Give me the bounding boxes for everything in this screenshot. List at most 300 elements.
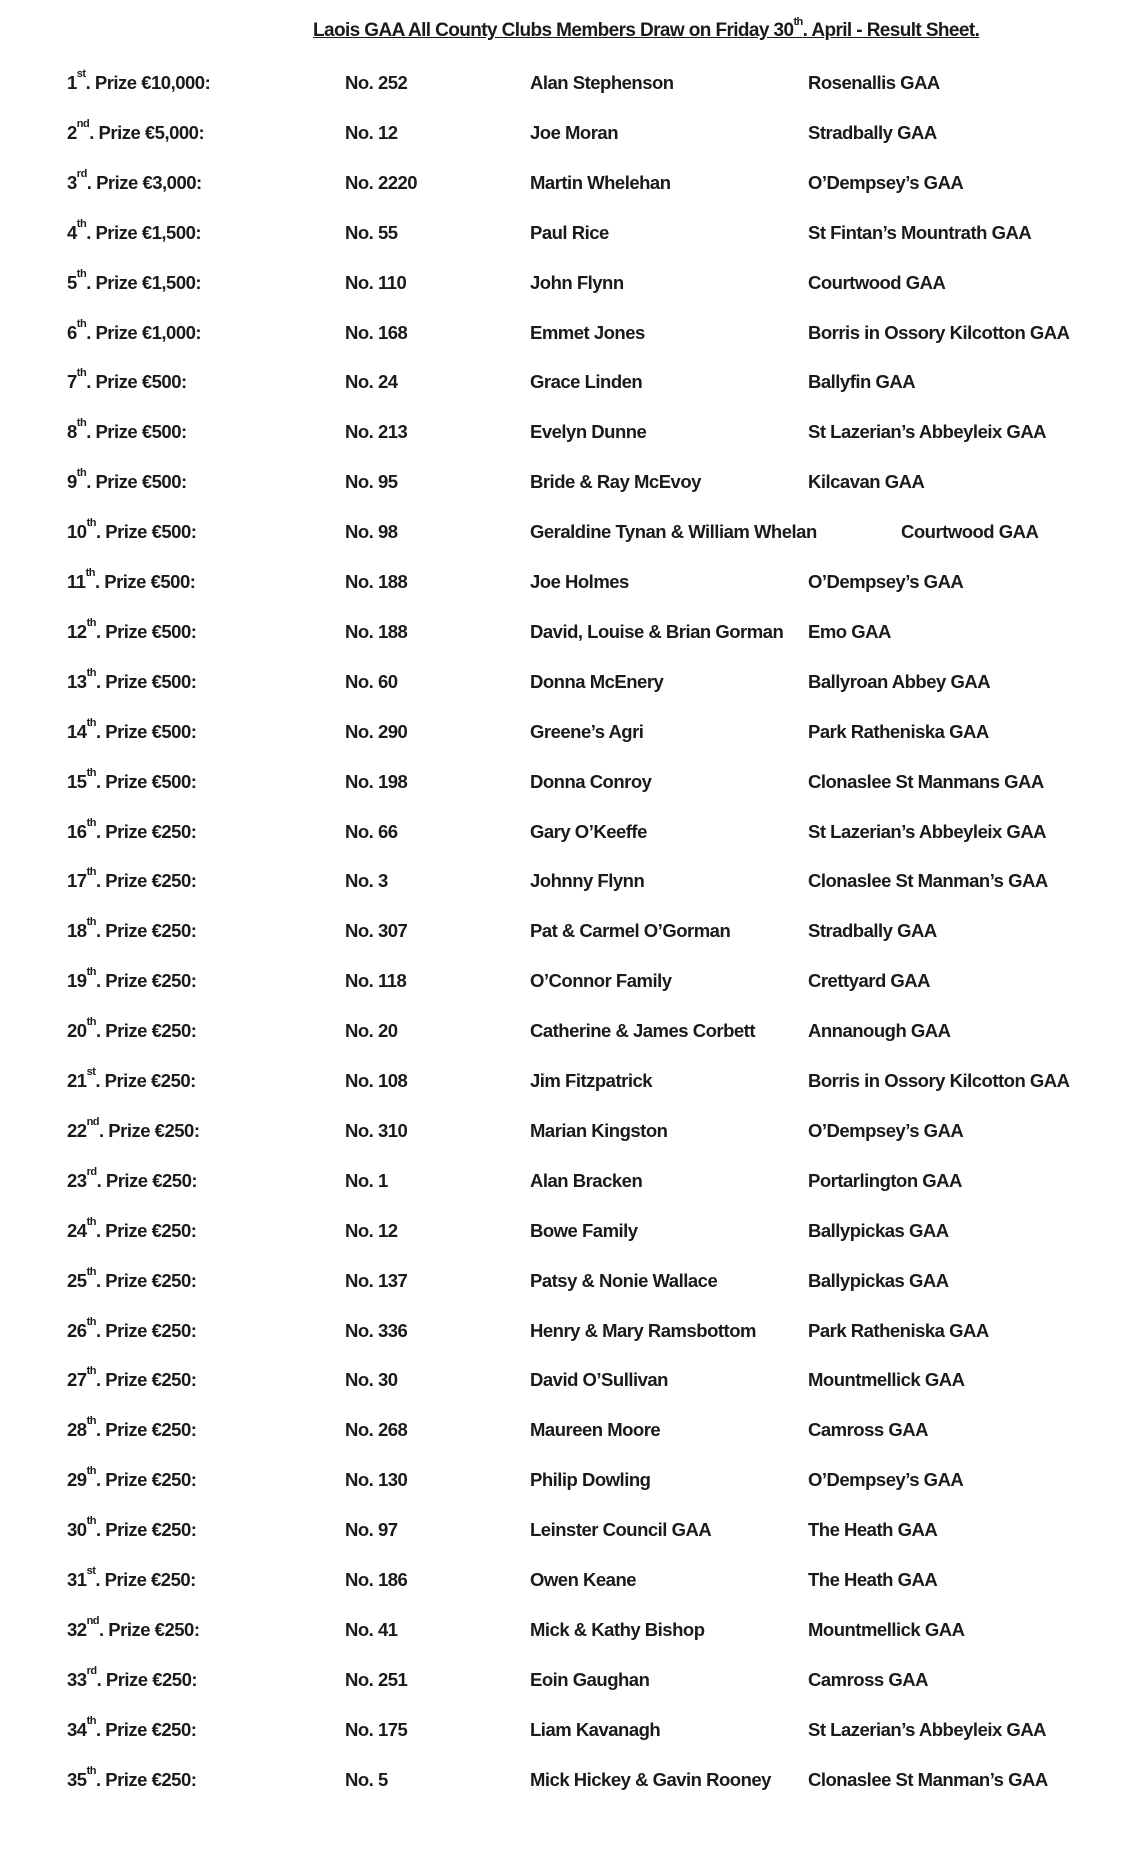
prize-label: [67, 1315, 197, 1342]
place-number: 10: [67, 521, 87, 543]
prize-label: [67, 866, 197, 892]
winner-name: Greene’s Agri: [530, 720, 644, 742]
winner-name: Mick & Kathy Bishop: [530, 1618, 705, 1640]
ticket-number: No. 198: [345, 770, 408, 792]
prize-label: [67, 117, 205, 144]
result-row: [0, 217, 1125, 252]
prize-label: [67, 1664, 198, 1691]
winner-name: Evelyn Dunne: [530, 421, 647, 443]
winner-name: Philip Dowling: [530, 1469, 651, 1491]
prize-text: . Prize €250:: [95, 1020, 197, 1042]
place-number: 18: [67, 920, 87, 942]
club-name: Annanough GAA: [808, 1020, 951, 1042]
prize-amount: €500: [141, 421, 181, 443]
prize-label: [67, 716, 197, 743]
place-suffix: th: [86, 1764, 96, 1777]
prize-amount: €250: [154, 1618, 194, 1640]
place-number: 7: [67, 371, 77, 393]
prize-label: [67, 966, 197, 992]
prize-label: [67, 1066, 196, 1092]
prize-label: [67, 167, 202, 194]
place-number: 9: [67, 471, 77, 493]
prize-amount: €250: [152, 1169, 192, 1191]
prize-amount: €1,000: [141, 321, 196, 343]
club-name: Stradbally GAA: [808, 920, 937, 942]
place-suffix: th: [86, 666, 96, 679]
result-row: [0, 167, 1125, 202]
prize-text: . Prize €500:: [95, 770, 197, 792]
ticket-number: No. 1: [345, 1169, 388, 1191]
place-number: 29: [67, 1469, 87, 1491]
result-row: [0, 766, 1125, 801]
result-row: [0, 1215, 1125, 1250]
winner-name: Eoin Gaughan: [530, 1668, 650, 1690]
prize-amount: €5,000: [144, 121, 199, 143]
place-number: 3: [67, 171, 77, 193]
result-row: [0, 1016, 1125, 1050]
prize-label: [67, 1465, 197, 1491]
winner-name: David O’Sullivan: [530, 1369, 668, 1391]
place-suffix: th: [86, 866, 96, 879]
place-suffix: nd: [86, 1614, 100, 1627]
result-row: [0, 716, 1125, 751]
place-number: 21: [67, 1070, 87, 1091]
winner-name: Donna McEnery: [530, 670, 664, 692]
result-row: [0, 1764, 1125, 1799]
result-row: [0, 467, 1125, 501]
prize-amount: €250: [151, 1569, 191, 1590]
winner-name: Henry & Mary Ramsbottom: [530, 1319, 756, 1341]
winner-name: Owen Keane: [530, 1569, 637, 1590]
place-suffix: th: [76, 267, 87, 280]
prize-amount: €250: [151, 1419, 191, 1441]
place-number: 33: [67, 1668, 87, 1690]
ticket-number: No. 95: [345, 471, 398, 493]
ticket-number: No. 307: [345, 920, 408, 942]
winner-name: Grace Linden: [530, 371, 643, 393]
prize-amount: €500: [151, 620, 191, 642]
winner-name: Joe Holmes: [530, 571, 629, 592]
club-name: St Lazerian’s Abbeyleix GAA: [808, 421, 1047, 443]
result-row: [0, 517, 1125, 551]
place-suffix: th: [86, 1265, 96, 1278]
prize-label: [67, 517, 197, 543]
result-row: [0, 1614, 1125, 1649]
club-name: Clonaslee St Manman’s GAA: [808, 1768, 1048, 1790]
place-number: 12: [67, 620, 87, 642]
result-row: [0, 68, 1125, 102]
place-number: 17: [67, 870, 87, 892]
ticket-number: No. 108: [345, 1070, 408, 1091]
ticket-number: No. 188: [345, 571, 408, 592]
place-suffix: st: [76, 68, 86, 80]
prize-text: . Prize €250:: [95, 970, 197, 992]
prize-amount: €500: [151, 770, 191, 792]
club-name: Borris in Ossory Kilcotton GAA: [808, 321, 1070, 343]
prize-label: [67, 267, 202, 294]
place-suffix: rd: [86, 1664, 97, 1677]
winner-name: Liam Kavanagh: [530, 1718, 661, 1740]
prize-label: [67, 1714, 197, 1741]
club-name: Stradbally GAA: [808, 121, 937, 143]
ticket-number: No. 60: [345, 670, 398, 692]
prize-amount: €250: [151, 1718, 191, 1740]
place-number: 30: [67, 1519, 87, 1541]
prize-text: . Prize €10,000:: [85, 72, 211, 93]
prize-amount: €250: [151, 1070, 191, 1091]
place-number: 23: [67, 1169, 87, 1191]
prize-text: . Prize €250:: [95, 820, 197, 842]
result-row: [0, 567, 1125, 601]
prize-amount: €500: [151, 670, 191, 692]
prize-label: [67, 1165, 198, 1192]
club-name: Ballypickas GAA: [808, 1219, 949, 1241]
result-row: [0, 417, 1125, 451]
club-name: Clonaslee St Manmans GAA: [808, 770, 1044, 792]
ticket-number: No. 12: [345, 121, 398, 143]
prize-label: [67, 666, 197, 693]
place-number: 5: [67, 271, 77, 293]
club-name: Mountmellick GAA: [808, 1369, 965, 1391]
place-suffix: th: [86, 1714, 96, 1727]
winner-name: Bride & Ray McEvoy: [530, 471, 701, 493]
prize-text: . Prize €5,000:: [89, 121, 205, 143]
prize-amount: €250: [151, 1020, 191, 1042]
result-row: [0, 1365, 1125, 1399]
place-suffix: nd: [86, 1115, 100, 1128]
place-number: 14: [67, 720, 87, 742]
prize-amount: €10,000: [141, 72, 205, 93]
club-name: Borris in Ossory Kilcotton GAA: [808, 1070, 1070, 1091]
place-number: 13: [67, 670, 87, 692]
ticket-number: No. 5: [345, 1768, 388, 1790]
prize-text: . Prize €250:: [96, 1668, 198, 1690]
prize-label: [67, 616, 197, 643]
prize-label: [67, 68, 211, 94]
winner-name: Mick Hickey & Gavin Rooney: [530, 1768, 771, 1790]
winner-name: Martin Whelehan: [530, 171, 671, 193]
prize-amount: €250: [151, 1319, 191, 1341]
prize-text: . Prize €250:: [95, 1768, 197, 1790]
ticket-number: No. 66: [345, 820, 398, 842]
prize-text: . Prize €250:: [95, 1519, 197, 1541]
place-suffix: th: [76, 367, 87, 380]
prize-label: [67, 417, 187, 443]
club-name: Crettyard GAA: [808, 970, 930, 992]
club-name: Courtwood GAA: [901, 521, 1039, 543]
prize-text: . Prize €250:: [95, 1419, 197, 1441]
prize-text: . Prize €500:: [95, 521, 197, 543]
prize-label: [67, 916, 197, 942]
prize-text: . Prize €3,000:: [86, 171, 202, 193]
place-number: 6: [67, 321, 77, 343]
ticket-number: No. 30: [345, 1369, 398, 1391]
prize-text: . Prize €250:: [95, 870, 197, 892]
prize-text: . Prize €500:: [86, 371, 187, 393]
place-number: 4: [67, 221, 77, 243]
ticket-number: No. 336: [345, 1319, 408, 1341]
prize-amount: €500: [151, 521, 191, 543]
winner-name: Alan Stephenson: [530, 72, 674, 93]
ticket-number: No. 12: [345, 1219, 398, 1241]
winner-name: Johnny Flynn: [530, 870, 645, 892]
prize-label: [67, 217, 202, 244]
prize-amount: €250: [151, 1519, 191, 1541]
prize-text: . Prize €250:: [95, 920, 197, 942]
place-suffix: rd: [86, 1165, 97, 1178]
result-row: [0, 1066, 1125, 1100]
ticket-number: No. 130: [345, 1469, 408, 1491]
title-text: Laois GAA All County Clubs Members Draw on Friday 30: [313, 20, 794, 41]
prize-amount: €250: [151, 970, 191, 992]
prize-amount: €250: [151, 1369, 191, 1391]
winner-name: John Flynn: [530, 271, 624, 293]
club-name: O’Dempsey’s GAA: [808, 571, 964, 592]
ticket-number: No. 175: [345, 1718, 408, 1740]
result-row: [0, 267, 1125, 302]
place-number: 16: [67, 820, 87, 842]
place-number: 22: [67, 1119, 87, 1141]
prize-text: . Prize €500:: [95, 720, 197, 742]
place-number: 24: [67, 1219, 87, 1241]
prize-amount: €500: [141, 371, 181, 393]
winner-name: O’Connor Family: [530, 970, 672, 992]
place-suffix: nd: [76, 117, 90, 130]
result-row: [0, 317, 1125, 352]
result-row: [0, 1664, 1125, 1699]
winner-name: Bowe Family: [530, 1219, 638, 1241]
winner-name: Leinster Council GAA: [530, 1519, 712, 1541]
prize-label: [67, 816, 197, 843]
place-suffix: rd: [76, 167, 87, 180]
prize-text: . Prize €250:: [99, 1618, 200, 1640]
prize-text: . Prize €1,500:: [86, 221, 202, 243]
place-number: 11: [67, 571, 86, 592]
place-number: 26: [67, 1319, 87, 1341]
result-row: [0, 117, 1125, 152]
winner-name: Donna Conroy: [530, 770, 652, 792]
place-suffix: th: [86, 816, 96, 829]
prize-label: [67, 1115, 200, 1142]
prize-text: . Prize €1,500:: [86, 271, 202, 293]
place-number: 31: [67, 1569, 87, 1590]
prize-text: . Prize €250:: [95, 1269, 197, 1291]
club-name: Mountmellick GAA: [808, 1618, 965, 1640]
place-number: 27: [67, 1369, 87, 1391]
page-title: [313, 16, 980, 42]
prize-text: . Prize €250:: [95, 1569, 196, 1590]
ticket-number: No. 268: [345, 1419, 408, 1441]
place-suffix: st: [86, 1565, 96, 1577]
club-name: Ballyroan Abbey GAA: [808, 670, 991, 692]
ticket-number: No. 55: [345, 221, 398, 243]
prize-label: [67, 1764, 197, 1791]
prize-label: [67, 1365, 197, 1391]
club-name: The Heath GAA: [808, 1569, 938, 1590]
ticket-number: No. 252: [345, 72, 408, 93]
winner-name: Paul Rice: [530, 221, 609, 243]
prize-amount: €250: [151, 920, 191, 942]
club-name: St Lazerian’s Abbeyleix GAA: [808, 1718, 1047, 1740]
place-suffix: th: [76, 217, 87, 230]
ticket-number: No. 186: [345, 1569, 408, 1590]
prize-amount: €1,500: [141, 221, 196, 243]
result-row: [0, 1265, 1125, 1300]
prize-amount: €1,500: [141, 271, 196, 293]
club-name: The Heath GAA: [808, 1519, 938, 1541]
prize-label: [67, 1016, 197, 1042]
ticket-number: No. 168: [345, 321, 408, 343]
club-name: Rosenallis GAA: [808, 72, 940, 93]
place-suffix: th: [76, 417, 87, 430]
winner-name: Patsy & Nonie Wallace: [530, 1269, 718, 1291]
ticket-number: No. 24: [345, 371, 398, 393]
place-suffix: th: [86, 1365, 96, 1378]
prize-text: . Prize €250:: [95, 1718, 197, 1740]
title-text-end: . April - Result Sheet.: [802, 20, 980, 41]
place-number: 34: [67, 1718, 87, 1740]
place-suffix: th: [86, 916, 96, 929]
prize-amount: €250: [154, 1119, 194, 1141]
winner-name: Pat & Carmel O’Gorman: [530, 920, 731, 942]
club-name: Camross GAA: [808, 1668, 928, 1690]
ticket-number: No. 2220: [345, 171, 418, 193]
result-row: [0, 1515, 1125, 1549]
club-name: Kilcavan GAA: [808, 471, 925, 493]
place-number: 32: [67, 1618, 87, 1640]
ticket-number: No. 110: [345, 271, 407, 293]
prize-label: [67, 1215, 197, 1242]
place-suffix: th: [86, 1315, 96, 1328]
result-row: [0, 1465, 1125, 1499]
prize-amount: €250: [152, 1668, 192, 1690]
winner-name: David, Louise & Brian Gorman: [530, 620, 784, 642]
ticket-number: No. 290: [345, 720, 408, 742]
prize-label: [67, 567, 196, 593]
prize-text: . Prize €250:: [95, 1469, 197, 1491]
prize-amount: €250: [151, 1768, 191, 1790]
club-name: O’Dempsey’s GAA: [808, 1469, 964, 1491]
result-row: [0, 916, 1125, 950]
place-number: 2: [67, 121, 77, 143]
prize-amount: €500: [151, 720, 191, 742]
place-suffix: th: [86, 1016, 96, 1029]
place-suffix: th: [86, 716, 96, 729]
result-row: [0, 1565, 1125, 1599]
prize-text: . Prize €250:: [95, 1319, 197, 1341]
prize-label: [67, 1565, 196, 1591]
winner-name: Alan Bracken: [530, 1169, 643, 1191]
title-superscript: th: [793, 16, 803, 28]
prize-label: [67, 467, 187, 493]
place-suffix: th: [86, 616, 96, 629]
club-name: O’Dempsey’s GAA: [808, 1119, 964, 1141]
prize-amount: €500: [150, 571, 190, 592]
prize-text: . Prize €250:: [99, 1119, 200, 1141]
club-name: Ballyfin GAA: [808, 371, 916, 393]
ticket-number: No. 98: [345, 521, 398, 543]
prize-amount: €500: [141, 471, 181, 493]
place-number: 35: [67, 1768, 87, 1790]
winner-name: Joe Moran: [530, 121, 619, 143]
prize-label: [67, 1515, 197, 1541]
ticket-number: No. 3: [345, 870, 388, 892]
prize-label: [67, 1614, 200, 1641]
prize-amount: €3,000: [142, 171, 197, 193]
ticket-number: No. 20: [345, 1020, 398, 1042]
place-number: 19: [67, 970, 87, 992]
ticket-number: No. 41: [345, 1618, 398, 1640]
place-suffix: th: [85, 567, 95, 579]
place-number: 20: [67, 1020, 87, 1042]
club-name: Camross GAA: [808, 1419, 928, 1441]
club-name: Clonaslee St Manman’s GAA: [808, 870, 1048, 892]
ticket-number: No. 97: [345, 1519, 398, 1541]
club-name: O’Dempsey’s GAA: [808, 171, 964, 193]
prize-label: [67, 1265, 197, 1292]
prize-text: . Prize €250:: [95, 1219, 197, 1241]
ticket-number: No. 188: [345, 620, 408, 642]
club-name: Park Ratheniska GAA: [808, 720, 989, 742]
club-name: Emo GAA: [808, 620, 891, 642]
prize-text: . Prize €500:: [94, 571, 196, 592]
prize-amount: €250: [151, 870, 191, 892]
prize-label: [67, 367, 187, 393]
prize-amount: €250: [151, 1219, 191, 1241]
result-row: [0, 966, 1125, 1000]
winner-name: Maureen Moore: [530, 1419, 661, 1441]
place-suffix: st: [86, 1066, 96, 1078]
prize-text: . Prize €250:: [95, 1369, 197, 1391]
club-name: Park Ratheniska GAA: [808, 1319, 989, 1341]
prize-text: . Prize €1,000:: [86, 321, 202, 343]
club-name: Ballypickas GAA: [808, 1269, 949, 1291]
place-suffix: th: [76, 317, 87, 330]
winner-name: Marian Kingston: [530, 1119, 668, 1141]
winner-name: Jim Fitzpatrick: [530, 1070, 653, 1091]
prize-label: [67, 766, 197, 793]
place-suffix: th: [86, 1215, 96, 1228]
winner-name: Geraldine Tynan & William Whelan: [530, 521, 817, 543]
place-number: 28: [67, 1419, 87, 1441]
prize-text: . Prize €500:: [95, 620, 197, 642]
place-suffix: th: [86, 1515, 96, 1528]
prize-label: [67, 317, 202, 344]
place-suffix: th: [76, 467, 87, 480]
result-row: [0, 1115, 1125, 1150]
place-suffix: th: [86, 1415, 96, 1428]
prize-text: . Prize €500:: [86, 471, 187, 493]
prize-text: . Prize €500:: [95, 670, 197, 692]
result-row: [0, 1165, 1125, 1200]
place-number: 8: [67, 421, 77, 443]
club-name: St Fintan’s Mountrath GAA: [808, 221, 1032, 243]
prize-amount: €250: [151, 820, 191, 842]
club-name: St Lazerian’s Abbeyleix GAA: [808, 820, 1047, 842]
place-number: 25: [67, 1269, 87, 1291]
winner-name: Emmet Jones: [530, 321, 645, 343]
prize-amount: €250: [151, 1469, 191, 1491]
result-row: [0, 1714, 1125, 1749]
winner-name: Gary O’Keeffe: [530, 820, 647, 842]
place-number: 1: [67, 72, 77, 93]
prize-label: [67, 1415, 197, 1441]
club-name: Portarlington GAA: [808, 1169, 962, 1191]
ticket-number: No. 137: [345, 1269, 408, 1291]
winner-name: Catherine & James Corbett: [530, 1020, 755, 1042]
ticket-number: No. 310: [345, 1119, 408, 1141]
result-row: [0, 1315, 1125, 1350]
